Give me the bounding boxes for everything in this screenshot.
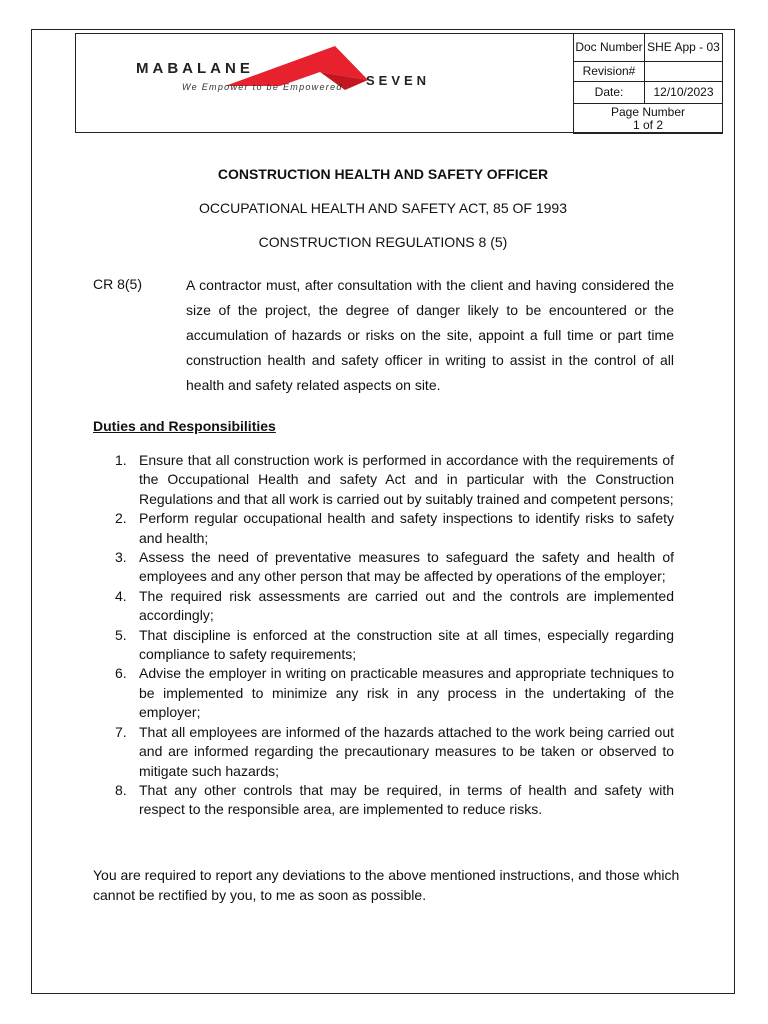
- list-item: [115, 781, 674, 820]
- list-item-number: 8.: [115, 781, 127, 798]
- logo-tagline: We Empower to be Empowered: [182, 82, 343, 92]
- regulation-clause-label: CR 8(5): [93, 276, 143, 292]
- list-item-text: Perform regular occupational health and safety inspections to identify risks to safety and health;: [139, 510, 674, 546]
- duties-heading: Duties and Responsibilities: [93, 418, 276, 434]
- regulation-title: CONSTRUCTION REGULATIONS 8 (5): [258, 234, 508, 250]
- doc-number-value: SHE App - 03: [645, 34, 723, 62]
- list-item-number: 5.: [115, 626, 127, 643]
- date-value: 12/10/2023: [645, 82, 723, 104]
- list-item-number: 3.: [115, 549, 127, 566]
- date-label: Date:: [574, 82, 645, 104]
- list-item-number: 1.: [115, 452, 127, 468]
- list-item-text: Ensure that all construction work is performed in accordance with the requirements of the Occupational Health and safety Act and in particular with the Construction Regulations and that all work is carried out by suitably trained and competent persons;: [139, 452, 674, 507]
- duties-list: [115, 451, 674, 820]
- list-item-number: 7.: [115, 723, 127, 740]
- list-item-text: That discipline is enforced at the construction site at all times, especially regarding compliance to safety requirements;: [139, 626, 674, 663]
- document-title: CONSTRUCTION HEALTH AND SAFETY OFFICER: [217, 166, 549, 182]
- logo-name-right: SEVEN: [366, 73, 431, 88]
- list-item-text: Advise the employer in writing on practicable measures and appropriate techniques to be implemented to minimize any risk in any process in the undertaking of the employer;: [139, 665, 674, 721]
- regulation-clause-text: A contractor must, after consultation with the client and having considered the size of the project, the degree of danger likely to be encountered or the accumulation of hazards or risks on the site, appoint a full time or part time construction health and safety officer in writing to assist in the control of all health and safety related aspects on site.: [186, 277, 674, 393]
- list-item: [115, 548, 674, 587]
- document-control-table: [573, 33, 723, 134]
- list-item: [115, 587, 674, 626]
- list-item: [115, 451, 674, 509]
- page-number-value: 1 of 2: [632, 117, 664, 132]
- list-item: [115, 723, 674, 781]
- page-number-cell: [574, 104, 723, 134]
- list-item-text: That all employees are informed of the hazards attached to the work being carried out and are informed regarding the precautionary measures to be taken or observed to mitigate such hazards;: [139, 723, 674, 779]
- company-logo: [130, 42, 460, 102]
- page-number-label: Page Number: [610, 104, 686, 119]
- list-item-number: 6.: [115, 665, 127, 682]
- list-item-text: Assess the need of preventative measures to safeguard the safety and health of employees and any other person that may be affected by operations of the employer;: [139, 549, 674, 585]
- list-item: [115, 626, 674, 665]
- act-title: OCCUPATIONAL HEALTH AND SAFETY ACT, 85 OF 1993: [199, 200, 567, 216]
- list-item: [115, 664, 674, 722]
- revision-label: Revision#: [574, 62, 645, 82]
- list-item-text: That any other controls that may be required, in terms of health and safety with respect to the responsible area, are implemented to reduce risks.: [139, 781, 674, 818]
- list-item-number: 2.: [115, 510, 127, 527]
- revision-value: [645, 62, 723, 82]
- list-item: [115, 509, 674, 548]
- logo-name-left: MABALANE: [136, 60, 254, 77]
- closing-paragraph: You are required to report any deviations to the above mentioned instructions, and those which cannot be rectified by you, to me as soon as possible.: [93, 867, 680, 903]
- list-item-number: 4.: [115, 587, 127, 604]
- list-item-text: The required risk assessments are carried out and the controls are implemented accordingly;: [139, 587, 674, 624]
- doc-number-label: Doc Number: [574, 34, 645, 62]
